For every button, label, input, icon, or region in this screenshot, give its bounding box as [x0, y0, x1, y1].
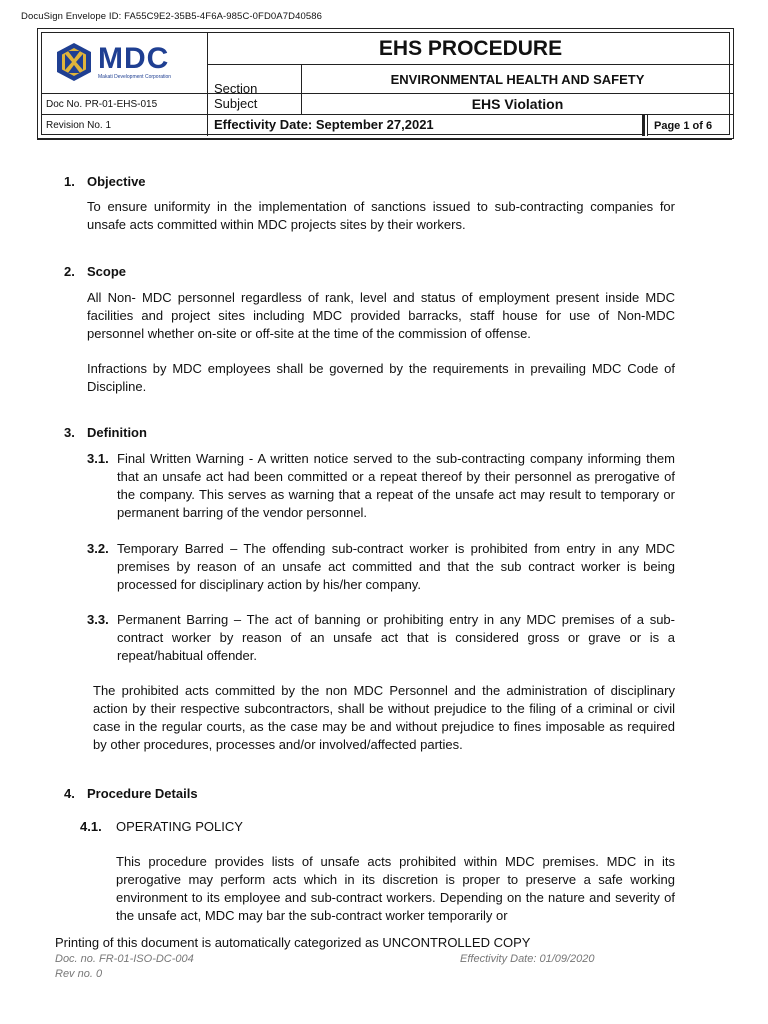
definition-item	[87, 540, 675, 594]
definition-item	[87, 611, 675, 665]
document-header	[37, 28, 734, 139]
docusign-envelope-id: DocuSign Envelope ID: FA55C9E2-35B5-4F6A-985C-0FD0A7D40586	[21, 11, 322, 22]
definition-number: 3.1.	[87, 451, 109, 466]
scope-text-1: All Non- MDC personnel regardless of rank, level and status of employment present inside MDC facilities and project sites including MDC provided barracks, staff house for use of Non-MDC personnel whether on-site or off-site at the time of the commission of offense.	[87, 290, 675, 341]
objective-text: To ensure uniformity in the implementation of sanctions issued to sub-contracting companies for unsafe acts committed within MDC projects sites by their workers.	[87, 199, 675, 232]
definition-number: 3.3.	[87, 612, 109, 627]
section-heading-scope: 2. Scope	[64, 264, 127, 279]
header-rule	[37, 139, 732, 140]
operating-policy-text: This procedure provides lists of unsafe acts prohibited within MDC premises. MDC in its prerogative may perform acts which in its discretion is proper to preserve a safe working environment to its employee and sub-contract workers. Depending on the nature and severity of the unsafe act, MDC may bar the sub-contract worker temporarily or	[116, 854, 675, 923]
footer-effectivity-date: Effectivity Date: 01/09/2020	[460, 953, 595, 965]
mdc-logo	[56, 42, 171, 82]
section-heading-definition: 3. Definition	[64, 425, 147, 440]
scope-text-2: Infractions by MDC employees shall be governed by the requirements in prevailing MDC Code of Discipline.	[87, 361, 675, 394]
section-value: ENVIRONMENTAL HEALTH AND SAFETY	[302, 65, 733, 94]
effectivity-date: Effectivity Date: September 27,2021	[208, 115, 643, 136]
section-heading-objective: 1. Objective	[64, 174, 146, 189]
logo-cell	[42, 33, 208, 94]
mdc-emblem-icon	[56, 42, 92, 82]
subject-label: Subject	[208, 94, 302, 115]
definition-closing-text: The prohibited acts committed by the non MDC Personnel and the administration of disciplinary action by their respective subcontractors, shall be without prejudice to the filing of a criminal or civil case in the regular courts, as the case may be and without prejudice to fines imposable as required by other procedures, processes and/or involved/affected parties.	[93, 683, 675, 752]
logo-wordmark: MDC	[98, 41, 170, 75]
definition-text: Final Written Warning - A written notice served to the sub-contracting company informing them that an unsafe act had been committed or a repeat thereof by their personnel as prerogative of the company. This serves as warning that a repeat of the unsafe act may result to temporary or permanent barring of the vendor personnel.	[117, 451, 675, 520]
footer-revision: Rev no. 0	[55, 968, 103, 980]
definition-number: 3.2.	[87, 541, 109, 556]
doc-number: Doc No. PR-01-EHS-015	[42, 94, 208, 115]
page-number: Page 1 of 6	[647, 115, 733, 136]
subject-value: EHS Violation	[302, 94, 733, 115]
section-heading-procedure: 4. Procedure Details	[64, 786, 198, 801]
footer-doc-number: Doc. no. FR-01-ISO-DC-004	[55, 953, 194, 965]
uncontrolled-copy-notice: Printing of this document is automatically categorized as UNCONTROLLED COPY	[55, 935, 531, 950]
revision-number: Revision No. 1	[42, 115, 208, 136]
definition-text: Permanent Barring – The act of banning or prohibiting entry in any MDC premises of a sub-contract worker by reason of an unsafe act that is considered gross or grave or is a repeat/habitual offender.	[117, 612, 675, 663]
definition-text: Temporary Barred – The offending sub-contract worker is prohibited from entry in any MDC premises by reason of an unsafe act committed and that the sub contract worker is being processed for disciplinary action by his/her company.	[117, 541, 675, 592]
section-label: Section	[208, 65, 302, 94]
procedure-title: EHS PROCEDURE	[208, 33, 733, 65]
definition-item	[87, 450, 675, 522]
subsection-heading-operating-policy: 4.1. OPERATING POLICY	[80, 819, 243, 834]
logo-subtitle: Makati Development Corporation	[98, 73, 172, 80]
